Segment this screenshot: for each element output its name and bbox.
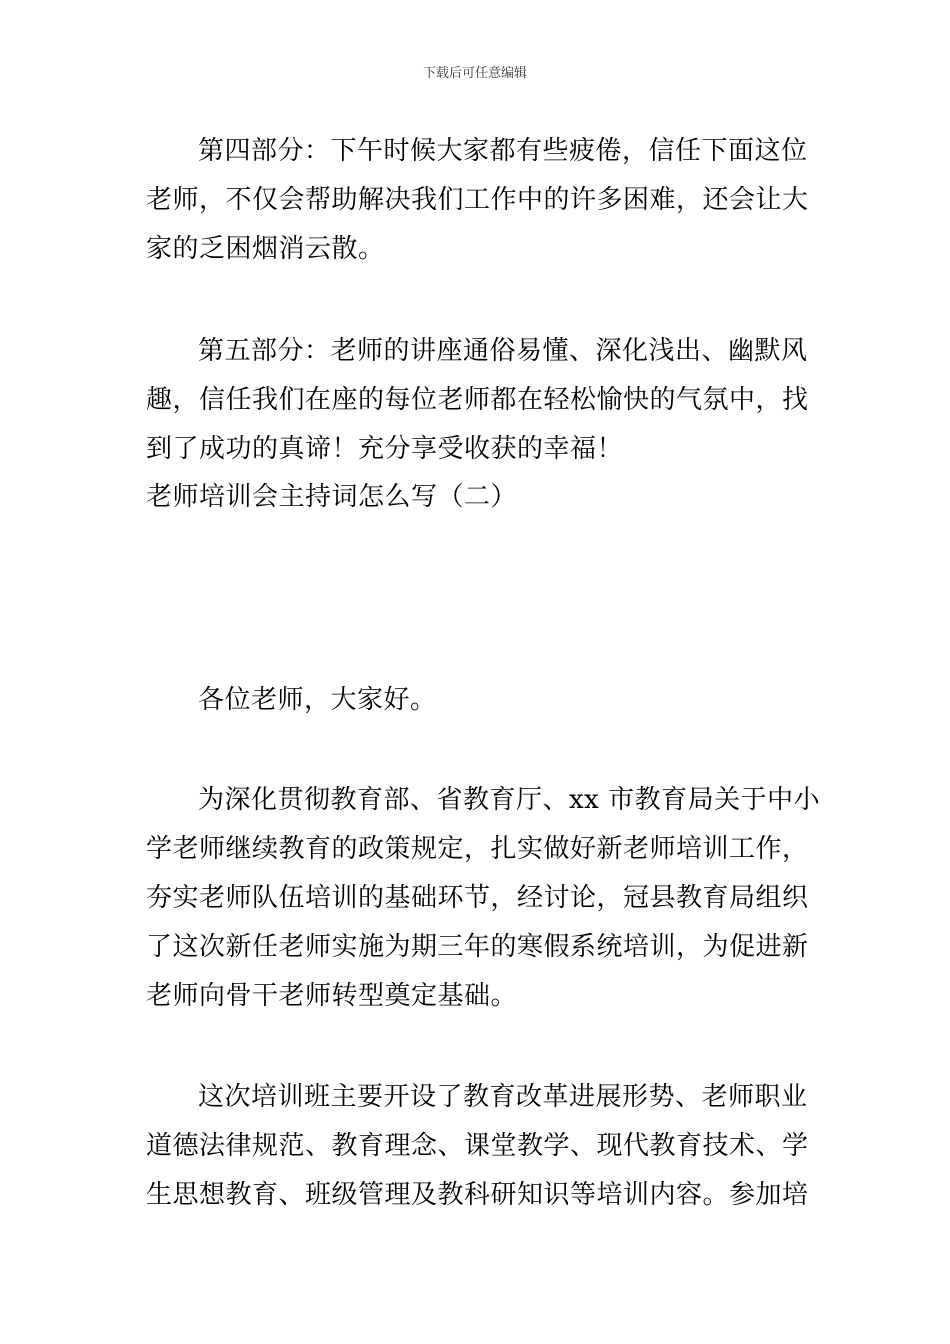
paragraph-2-line-3: 到了成功的真谛！充分享受收获的幸福！	[146, 434, 624, 464]
paragraph-5-line-2: 道德法律规范、教育理念、课堂教学、现代教育技术、学	[146, 1131, 809, 1161]
section-heading: 老师培训会主持词怎么写（二）	[146, 482, 518, 512]
paragraph-4-line-4: 了这次新任老师实施为期三年的寒假系统培训，为促进新	[146, 932, 809, 962]
paragraph-1-line-1: 第四部分：下午时候大家都有些疲倦，信任下面这位	[198, 136, 808, 166]
paragraph-2-line-2: 趣，信任我们在座的每位老师都在轻松愉快的气氛中，找	[146, 385, 809, 415]
page-header-note: 下载后可任意编辑	[422, 66, 527, 81]
paragraph-4-line-5: 老师向骨干老师转型奠定基础。	[146, 981, 518, 1011]
paragraph-4-line-3: 夯实老师队伍培训的基础环节，经讨论，冠县教育局组织	[146, 883, 809, 913]
paragraph-5-line-1: 这次培训班主要开设了教育改革进展形势、老师职业	[198, 1082, 808, 1112]
paragraph-3-line-1: 各位老师，大家好。	[198, 685, 437, 715]
paragraph-1-line-2: 老师，不仅会帮助解决我们工作中的许多困难，还会让大	[146, 185, 809, 215]
paragraph-2-line-1: 第五部分：老师的讲座通俗易懂、深化浅出、幽默风	[198, 336, 808, 366]
paragraph-1-line-3: 家的乏困烟消云散。	[146, 234, 385, 264]
paragraph-5-line-3: 生思想教育、班级管理及教科研知识等培训内容。参加培	[146, 1180, 809, 1210]
paragraph-4-line-1: 为深化贯彻教育部、省教育厅、xx 市教育局关于中小	[198, 785, 821, 815]
paragraph-4-line-2: 学老师继续教育的政策规定，扎实做好新老师培训工作，	[146, 834, 809, 864]
